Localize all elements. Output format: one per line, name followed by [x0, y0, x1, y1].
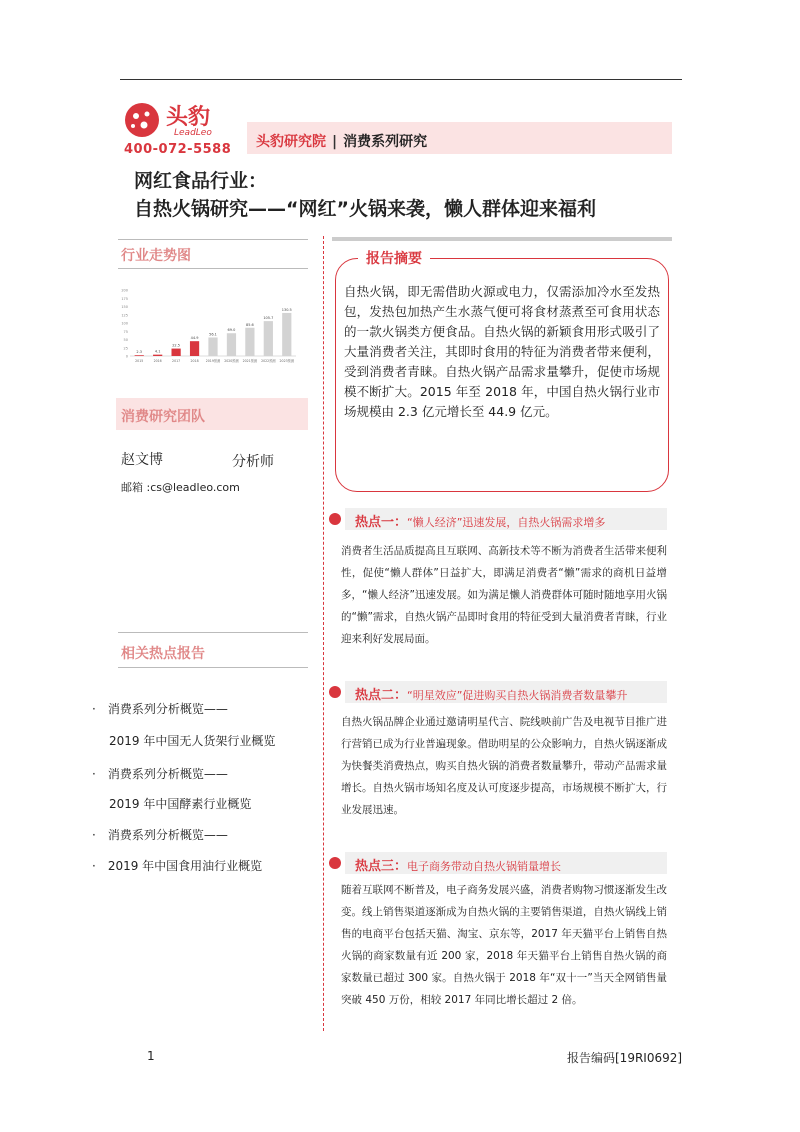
hotpoint-3-title — [355, 855, 561, 874]
bar-value-label: 130.5 — [281, 307, 292, 312]
page-number: 1 — [147, 1049, 155, 1063]
page-title-line2: 自热火锅研究——“网红”火锅来袭，懒人群体迎来福利 — [134, 198, 596, 220]
series-name: 消费系列研究 — [343, 134, 428, 150]
report-text: 2019 年中国酵素行业概览 — [109, 797, 252, 811]
analyst-role: 分析师 — [232, 454, 274, 470]
bullet: · — [92, 767, 96, 781]
leopard-logo-icon — [122, 100, 162, 140]
hotpoint-prefix: 热点一： — [355, 515, 408, 530]
y-tick-label: 50 — [123, 338, 128, 342]
institute-name: 头豹研究院 — [256, 134, 326, 150]
x-tick-label: 2017 — [172, 359, 181, 363]
hotpoint-title-text: 电子商务带动自热火锅销量增长 — [407, 860, 562, 873]
hotpoint-bullet-icon — [329, 686, 341, 698]
related-heading: 相关热点报告 — [121, 646, 205, 662]
bar-value-label: 56.1 — [209, 332, 217, 337]
bullet: · — [92, 828, 96, 842]
bar-value-label: 105.7 — [263, 316, 274, 321]
y-tick-label: 200 — [121, 288, 128, 293]
bar-value-label: 69.0 — [227, 328, 236, 333]
summary-top-rule — [332, 237, 672, 241]
y-tick-label: 100 — [121, 321, 128, 326]
trend-heading: 行业走势图 — [121, 248, 191, 264]
chart-bar — [190, 341, 199, 356]
y-tick-label: 125 — [121, 313, 128, 318]
x-tick-label: 2019预测 — [205, 359, 221, 363]
chart-bar — [208, 337, 217, 356]
bar-value-label: 85.6 — [245, 322, 254, 327]
page-title-line1: 网红食品行业： — [134, 170, 268, 192]
hotpoint-3-text: 随着互联网不断普及，电子商务发展兴盛，消费者购物习惯逐渐发生改变。线上销售渠道逐渐成为自热火锅的主要销售渠道，自热火锅线上销售的电商平台包括天猫、淘宝、京东等，2017 年天猫平台上销售自热火锅的商家数量有近 200 家，2018 年天猫平台上销售自热火锅的商家数量已超过 300 家。自热火锅于 2018 年“双十一”当天全网销售量突破 450 万份，相较 2017 年同比增长超过 2 倍。 — [341, 884, 667, 1006]
y-tick-label: 150 — [121, 305, 128, 309]
related-report-link[interactable] — [92, 826, 228, 843]
chart-bar — [282, 313, 291, 356]
chart-bar — [135, 355, 144, 356]
header-text — [256, 131, 427, 151]
related-report-link[interactable] — [109, 732, 275, 749]
sidebar-rule — [118, 239, 308, 240]
report-code: 报告编码[19RI0692] — [567, 1051, 683, 1065]
sidebar-rule — [118, 268, 308, 269]
hotpoint-prefix: 热点二： — [355, 688, 408, 703]
summary-text: 自热火锅，即无需借助火源或电力，仅需添加冷水至发热包，发热包加热产生水蒸气便可将食材蒸煮至可食用状态的一款火锅类方便食品。自热火锅的新颖食用形式吸引了大量消费者关注，其即时食用的特征为消费者带来便利，受到消费者青睐。自热火锅产品需求量攀升，促使市场规模不断扩大。2015 年至 2018 年，中国自热火锅行业市场规模由 2.3 亿元增长至 44.9 亿元。 — [344, 284, 660, 419]
x-tick-label: 2020预测 — [224, 359, 239, 363]
hotpoint-title-text: “懒人经济”迅速发展，自热火锅需求增多 — [407, 516, 606, 529]
y-tick-label: 0 — [125, 354, 128, 359]
column-divider — [323, 236, 324, 1031]
brand-name-en: LeadLeo — [174, 128, 212, 138]
hotpoint-prefix: 热点三： — [355, 859, 408, 874]
hotpoint-title-text: “明星效应”促进购买自热火锅消费者数量攀升 — [407, 689, 628, 702]
bar-value-label: 4.1 — [154, 349, 161, 354]
bar-value-label: 44.9 — [190, 336, 199, 341]
report-text: 消费系列分析概览—— — [107, 828, 228, 842]
related-report-link[interactable] — [92, 700, 228, 717]
x-tick-label: 2018 — [190, 359, 199, 363]
hotpoint-bullet-icon — [329, 857, 341, 869]
x-tick-label: 2023预测 — [279, 359, 295, 363]
hotpoint-2-title — [355, 684, 627, 703]
y-tick-label: 75 — [123, 329, 128, 334]
hotpoint-1-text: 消费者生活品质提高且互联网、高新技术等不断为消费者生活带来便利性，促使“懒人群体”日益扩大，即满足消费者“懒”需求的商机日益增多，“懒人经济”迅速发展。如为满足懒人消费群体可随时随地享用火锅的“懒”需求，自热火锅产品即时食用的特征受到大量消费者青睐，行业迎来利好发展局面。 — [341, 545, 667, 645]
bar-value-label: 22.5 — [172, 343, 181, 348]
chart-bar — [227, 333, 236, 356]
brand-logo — [122, 98, 232, 142]
report-text: 消费系列分析概览—— — [107, 702, 228, 716]
bullet: · — [92, 702, 96, 716]
analyst-email[interactable]: 邮箱 :cs@leadleo.com — [121, 481, 240, 494]
chart-bar — [172, 349, 181, 356]
related-report-link[interactable] — [92, 765, 228, 782]
related-report-link[interactable] — [92, 857, 262, 874]
header-separator: | — [332, 134, 338, 150]
industry-trend-chart — [116, 282, 301, 372]
related-report-link[interactable] — [109, 795, 251, 812]
bar-value-label: 2.3 — [136, 350, 143, 355]
hotpoint-1-title — [355, 511, 605, 530]
x-tick-label: 2016 — [153, 359, 162, 363]
top-rule — [120, 79, 682, 80]
chart-bar — [264, 321, 273, 356]
sidebar-rule — [118, 667, 308, 668]
chart-bar — [153, 355, 162, 356]
x-tick-label: 2022预测 — [261, 359, 276, 363]
sidebar-rule — [118, 632, 308, 633]
report-text: 2019 年中国无人货架行业概览 — [109, 734, 276, 748]
hotpoint-2-text: 自热火锅品牌企业通过邀请明星代言、院线映前广告及电视节目推广进行营销已成为行业普遍现象。借助明星的公众影响力，自热火锅逐渐成为快餐类消费热点，购买自热火锅的消费者数量攀升，带动产品需求量增长。自热火锅市场知名度及认可度逐步提高，市场规模不断扩大，行业发展迅速。 — [341, 716, 667, 816]
brand-phone: 400-072-5588 — [124, 142, 232, 157]
summary-label: 报告摘要 — [358, 248, 430, 268]
x-tick-label: 2015 — [135, 359, 144, 363]
bullet: · — [92, 859, 96, 873]
y-tick-label: 25 — [123, 346, 128, 351]
analyst-name: 赵文博 — [121, 452, 163, 468]
chart-bar — [245, 328, 254, 356]
x-tick-label: 2021预测 — [242, 359, 258, 363]
brand-name-cn: 头豹 — [166, 105, 211, 130]
report-text: 消费系列分析概览—— — [107, 767, 228, 781]
report-text: 2019 年中国食用油行业概览 — [107, 859, 263, 873]
team-heading: 消费研究团队 — [121, 409, 205, 425]
y-tick-label: 175 — [121, 296, 128, 301]
hotpoint-bullet-icon — [329, 513, 341, 525]
